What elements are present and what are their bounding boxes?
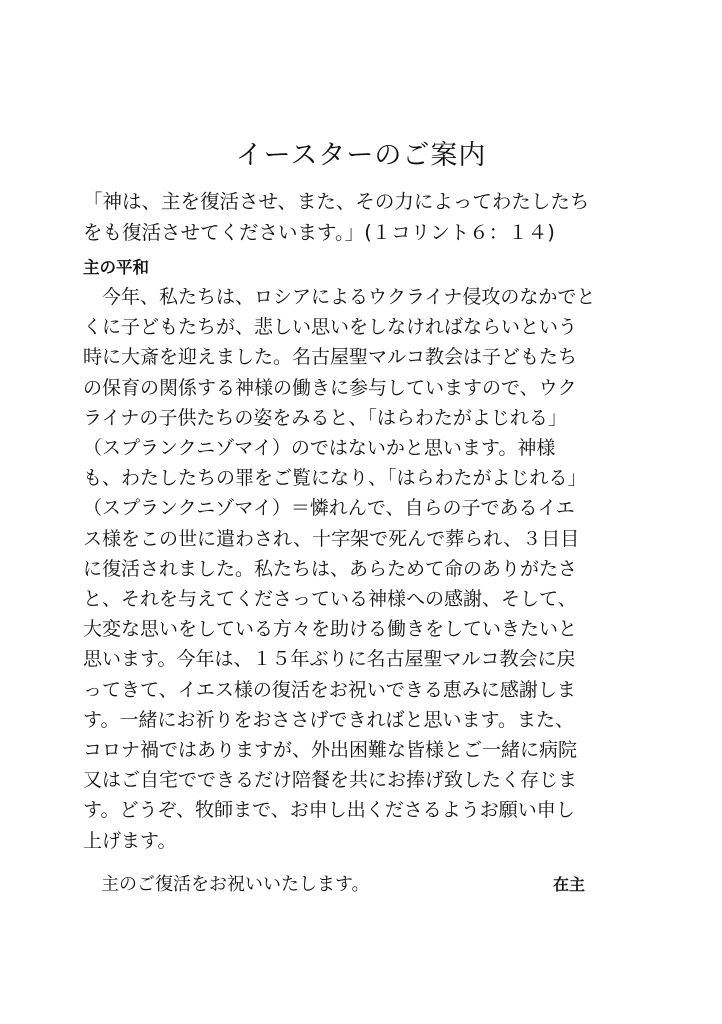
body-line: す。どうぞ、牧師まで、お申し出くださるようお願い申し (83, 799, 575, 822)
body-line: す。一緒にお祈りをおささげできればと思います。また、 (83, 708, 574, 731)
scripture-line: 「神は、主を復活させ、また、その力によってわたしたち (83, 190, 590, 213)
body-line: 時に大斎を迎えました。名古屋聖マルコ教会は子どもたち (83, 346, 578, 369)
body-line: 大変な思いをしている方々を助ける働きをしていきたいと (83, 618, 578, 641)
body-line: に復活されました。私たちは、あらためて命のありがたさ (83, 557, 578, 580)
page-title: イースターのご案内 (235, 140, 487, 171)
body-line: コロナ禍ではありますが、外出困難な皆様とご一緒に病院 (83, 739, 578, 762)
scripture-quote (83, 186, 643, 248)
body-line: ス様をこの世に遣わされ、十字架で死んで葬られ、３日目 (83, 527, 580, 550)
body-line: と、それを与えてくださっている神様への感謝、そして、 (83, 588, 577, 611)
closing-text: 主のご復活をお祝いいたします。 (83, 874, 370, 895)
body-line: も、わたしたちの罪をご覧になり、「はらわたがよじれる」 (83, 467, 587, 490)
body-line: 又はご自宅でできるだけ陪餐を共にお捧げ致したく存じま (83, 769, 578, 792)
body-line: 今年、私たちは、ロシアによるウクライナ侵攻のなかでと (83, 286, 596, 308)
letter-body (83, 282, 643, 856)
body-line: （スプランクニゾマイ）＝憐れんで、自らの子であるイエ (83, 497, 575, 520)
greeting-heading: 主の平和 (83, 258, 149, 277)
body-line: ライナの子供たちの姿をみると、「はらわたがよじれる」 (83, 406, 567, 429)
closing-line (83, 870, 623, 900)
body-line: 上げます。 (83, 829, 177, 852)
body-line: 思います。今年は、１５年ぶりに名古屋聖マルコ教会に戻 (83, 648, 576, 671)
body-line: の保育の関係する神様の働きに参与していますので、ウク (83, 376, 577, 399)
signature: 在主 (553, 875, 586, 894)
body-line: （スプランクニゾマイ）のではないかと思います。神様 (83, 437, 556, 460)
body-line: ってきて、イエス様の復活をお祝いできる恵みに感謝しま (83, 678, 576, 701)
body-line: くに子どもたちが、悲しい思いをしなければならいという (83, 316, 578, 339)
scripture-line: をも復活させてくださいます。」(１コリント６：１４) (83, 221, 555, 244)
